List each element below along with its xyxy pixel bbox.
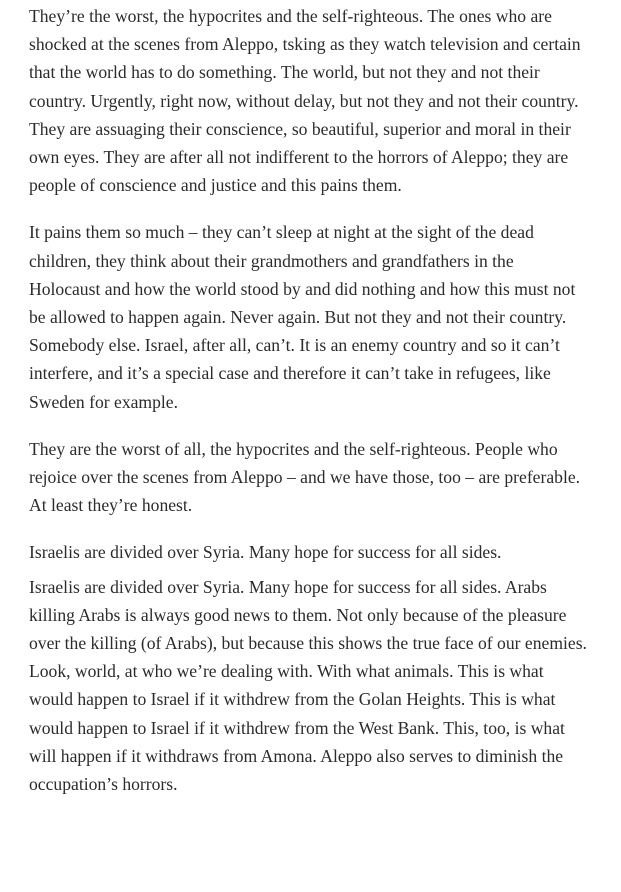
article-body — [29, 2, 589, 798]
article-paragraph: They are the worst of all, the hypocrites and the self-righteous. People who rejoice over the scenes from Aleppo – and we have those, too – are preferable. At least they’re honest. — [29, 438, 581, 516]
article-paragraph: Israelis are divided over Syria. Many hope for success for all sides. — [29, 542, 502, 563]
article-paragraph: It pains them so much – they can’t sleep at night at the sight of the dead children, they think about their grandmothers and grandfathers in the Holocaust and how the world stood by and did nothing and how this must not be allowed to happen again. Never again. But not they and not their country. Somebody else. Israel, after all, can’t. It is an enemy country and so it can’t interfere, and it’s a special case and therefore it can’t take in refugees, like Sweden for example. — [29, 222, 576, 412]
article-paragraph: They’re the worst, the hypocrites and the self-righteous. The ones who are shocked at the scenes from Aleppo, tsking as they watch television and certain that the world has to do something. The world, but not they and not their country. Urgently, right now, without delay, but not they and not their country. They are assuaging their conscience, so beautiful, superior and moral in their own eyes. They are after all not indifferent to the horrors of Aleppo; they are people of conscience and justice and this pains them. — [29, 6, 581, 196]
article-paragraph: Israelis are divided over Syria. Many hope for success for all sides. Arabs killing Arabs is always good news to them. Not only because of the pleasure over the killing (of Arabs), but because this shows the true face of our enemies. Look, world, at who we’re dealing with. With what animals. This is what would happen to Israel if it withdrew from the Golan Heights. This is what would happen to Israel if it withdrew from the West Bank. This, too, is what will happen if it withdraws from Amona. Aleppo also serves to diminish the occupation’s horrors. — [29, 576, 587, 795]
